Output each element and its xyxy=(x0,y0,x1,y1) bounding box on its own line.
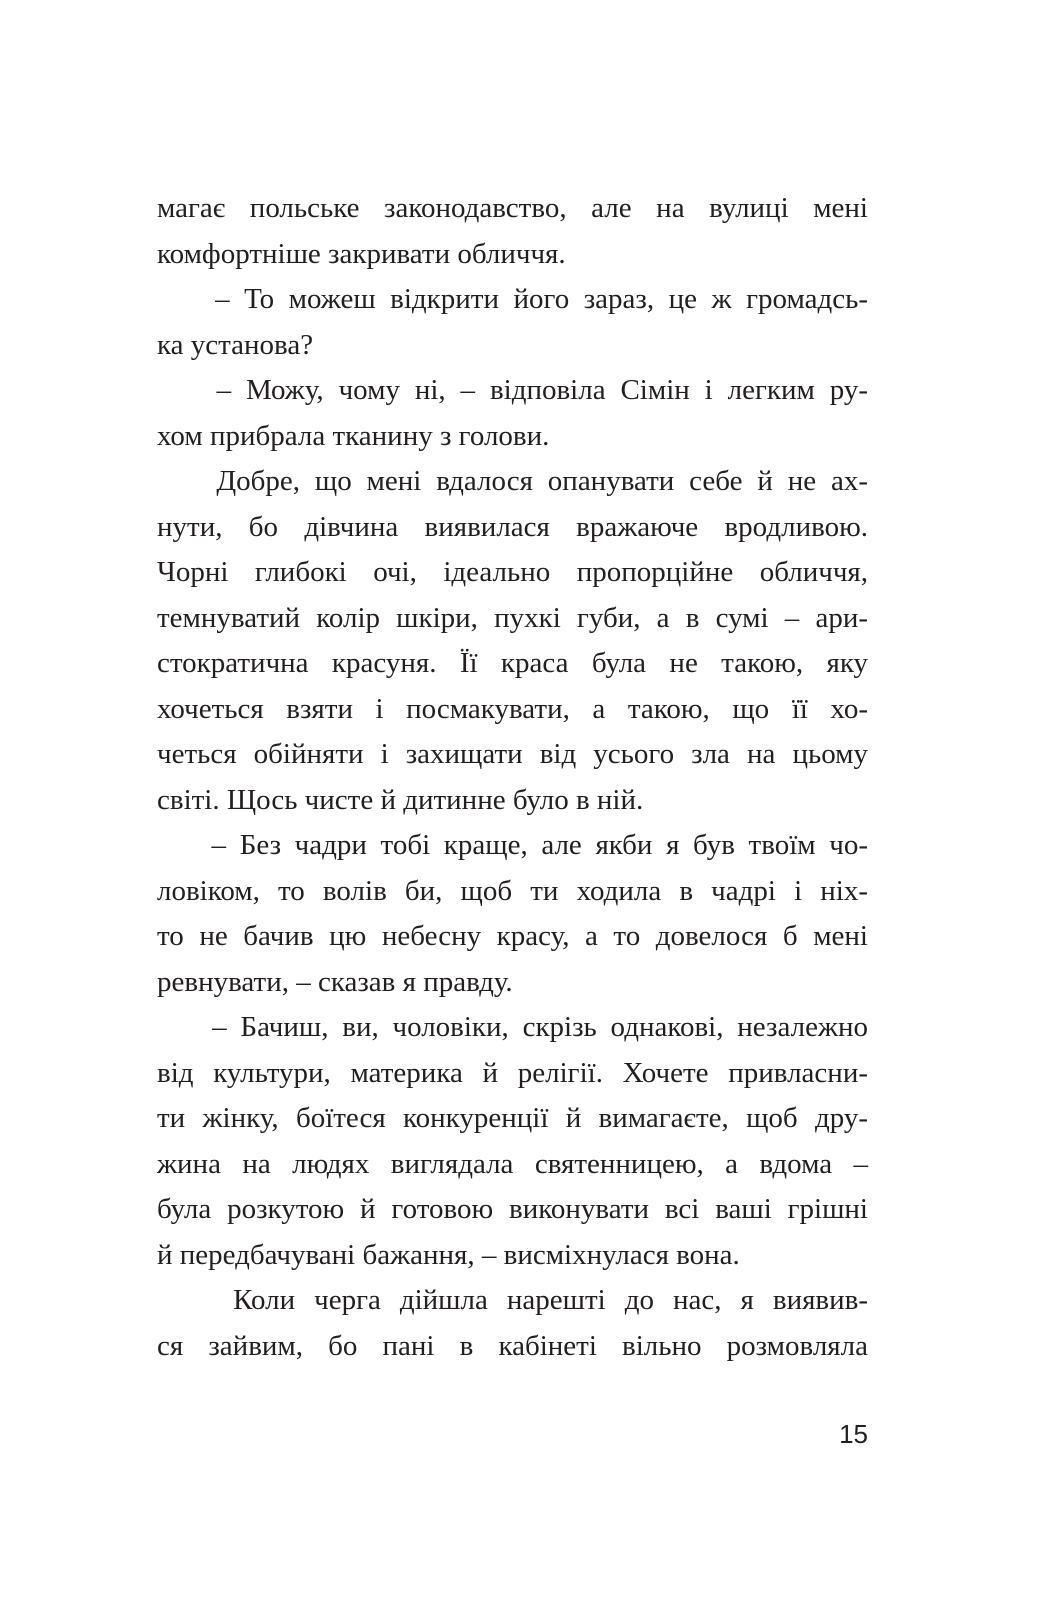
text-line: ся зайвим, бо пані в кабінеті вільно розмовляла xyxy=(157,1329,868,1362)
text-line: – Бачиш, ви, чоловіки, скрізь однакові, незалежно xyxy=(157,1011,868,1043)
text-line: ка установа? xyxy=(157,328,314,361)
text-line: жина на людях виглядала святенницею, а вдома – xyxy=(157,1147,868,1180)
text-line: магає польське законодавство, але на вулиці мені xyxy=(157,192,868,224)
text-line: – То можеш відкрити його зараз, це ж громадсь- xyxy=(157,283,868,315)
text-line: ти жінку, боїтеся конкуренції й вимагаєте, щоб дру- xyxy=(157,1102,868,1134)
text-line: від культури, материка й релігії. Хочете привласни- xyxy=(157,1056,868,1089)
text-line: темнуватий колір шкіри, пухкі губи, а в сумі – ари- xyxy=(157,601,868,634)
text-line: ловіком, то волів би, щоб ти ходила в чадрі і ніх- xyxy=(157,874,868,907)
text-line: комфортніше закривати обличчя. xyxy=(157,237,566,270)
text-line: Добре, що мені вдалося опанувати себе й не ах- xyxy=(157,465,868,497)
text-line: Чорні глибокі очі, ідеально пропорційне обличчя, xyxy=(157,556,868,588)
page-number: 15 xyxy=(839,1419,868,1449)
text-line: й передбачувані бажання, – висміхнулася вона. xyxy=(157,1238,740,1271)
text-line: ревнувати, – сказав я правду. xyxy=(157,965,513,998)
text-line: була розкутою й готовою виконувати всі ваші грішні xyxy=(157,1193,868,1225)
text-line: то не бачив цю небесну красу, а то довелося б мені xyxy=(157,920,868,952)
text-line: хочеться взяти і посмакувати, а такою, що її хо- xyxy=(157,692,868,725)
text-line: Коли черга дійшла нарешті до нас, я виявив- xyxy=(157,1284,868,1316)
text-line: стократична красуня. Її краса була не такою, яку xyxy=(157,647,868,679)
text-line: хом прибрала тканину з голови. xyxy=(157,419,550,452)
text-line: світі. Щось чисте й дитинне було в ній. xyxy=(157,783,644,816)
text-line: четься обійняти і захищати від усього зла на цьому xyxy=(157,738,868,770)
text-line: – Без чадри тобі краще, але якби я був твоїм чо- xyxy=(157,829,868,861)
text-line: – Можу, чому ні, – відповіла Сімін і легким ру- xyxy=(157,374,868,406)
text-line: нути, бо дівчина виявилася вражаюче вродливою. xyxy=(157,510,868,543)
